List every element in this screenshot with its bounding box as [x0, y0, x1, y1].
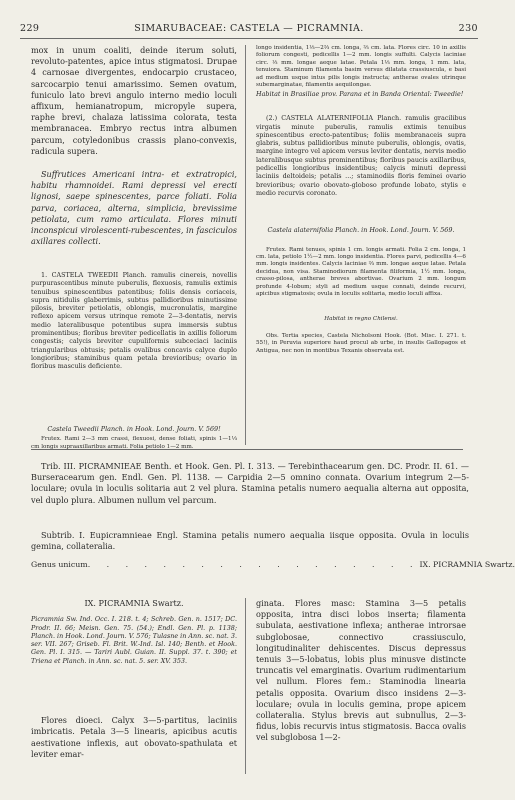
genus-right-column [256, 598, 466, 774]
citation-tweedii: Castela Tweedii Planch. in Hook. Lond. Journ. V. 569! [47, 425, 221, 433]
habitat-alaternifolia: Habitat in regno Chilensi. [324, 315, 398, 322]
genus-heading: IX. PICRAMNIA Swartz. [84, 598, 184, 608]
tribe-picramnieae: Trib. III. PICRAMNIEAE Benth. et Hook. Gen. Pl. I. 313. — Terebinthacearum gen. DC. Prodr. II. 61. — Burseracearum gen. Endl. Gen. Pl. 1138. — Carpidia 2—5 omnino connata. Ovarium integrum 2—5-loculare; ovula in loculis solitaria aut 2 vel plura. Stamina petalis numero aequalia alterna aut opposita, vel duplo plura. Albumen nullum vel parcum. [31, 461, 469, 505]
tribe-section [31, 461, 469, 519]
page-number-right: 230 [458, 23, 478, 34]
subtribe-section [31, 530, 515, 570]
notes-alaternifolia: Frutex. Rami tenues, spinis 1 cm. longis armati. Folia 2 cm. longa, 1 cm. lata, petiolo 1½—2 mm. longo insidentia. Flores parvi, pedicellis 4—6 mm. longis insidentes. Calycis laciniae ⅔ mm. longae aeque latae. Petala decidua, non visa. Staminodiorum filamenta filiformia, 1½ mm. longa, crasso-pilosa, antherae breves abortivae. Ovarium 2 mm. longum profunde 4-lobum; styli ad medium usque connati, deinde recurvi, apicibus stigmatosis; ovula in loculis solitaria, medio loculi affixa. [256, 246, 466, 298]
genus-label: Genus unicum [31, 560, 88, 570]
page-number-left: 229 [20, 23, 40, 34]
notes-tweedii: Frutex. Rami 2—3 mm crassi, flexuosi, dense foliati, spinis 1—1⅓ cm longis supraaxillaribus armati. Folia petiolo 1—2 mm. [31, 436, 237, 450]
genus-key-row [31, 560, 515, 570]
genus-description-continued: ginata. Flores masc: Stamina 3—5 petalis opposita, intra disci lobos inserta; filamenta subulata, aestivatione inflexa; antherae introrsae subglobosae, connectivo crassiusculo, longitudinaliter dehiscentes. Discus depressus tenuis 3—5-lobatus, lobis plus minusve distincte truncatis vel emarginatis. Ovarium rudimentarium vel nullum. Flores fem.: Staminodia linearia petalis opposita. Ovarium disco insidens 2—3-loculare; ovula in loculis gemina, prope apicem collateralia. Stylus brevis aut subnullus, 2—3-fidus, lobis recurvis intus stigmatosis. Bacca ovalis vel subglobosa 1—2- [256, 598, 466, 743]
left-column [31, 45, 237, 451]
page-header [20, 23, 478, 37]
genus-synonyms: Picramnia Sw. Ind. Occ. I. 218. t. 4; Schreb. Gen. n. 1517; DC. Prodr. II. 66; Meisn. Gen. 75. (54.); Endl. Gen. Pl. p. 1138; Planch. in Hook. Lond. Journ. V. 576; Tulasne in Ann. sc. nat. 3. ser. VII. 267; Griseb. Fl. Brit. W.-Ind. Isl. 140; Benth. et Hook. Gen. Pl. I. 315. — Tariri Aubl. Guian. II. Suppl. 37. t. 390; et Triena et Planch. in Ann. sc. nat. 5. ser. XV. 353. [31, 615, 237, 665]
right-column [256, 45, 466, 355]
running-title: SIMARUBACEAE: CASTELA — PICRAMNIA. [134, 23, 364, 34]
section-rule [31, 449, 463, 450]
genus-description-start: Flores dioeci. Calyx 3—5-partitus, laciniis imbricatis. Petala 3—5 linearis, apicibus acutis aestivatione inflexis, aut obovato-spathulata et leviter emar- [31, 715, 237, 759]
species-castela-alaternifolia: (2.) CASTELA ALATERNIFOLIA Planch. ramulis gracilibus virgatis minute puberulis, ramulis extimis tenuibus spinescentibus erecto-patentibus; foliis membranaceis supra glabris, subtus pallidioribus minute puberulis, oblongis, ovatis, margine integro vel apicem versus leviter dentatis, nervis medio lateralibusque subtus prominentibus; floribus paucis axillaribus, pedicellis longioribus insidentibus; calycis minuti depressi laciniis deltoideis; petalis ...; staminodiis floris feminei ovario brevioribus; ovario obovato-globoso profunde lobato, stylis e medio recurvis coronato. [256, 114, 466, 197]
observation-note: Obs. Tertia species, Castela Nicholsoni Hook. (Bot. Misc. I. 271. t. 55!), in Peruvia superiore haud procul ab urbe, in insulis Gallopagos et Antigua, nec non in montibus Texanis observata est. [256, 333, 466, 354]
habit-paragraph: Suffrutices Americani intra- et extratropici, habitu rhamnoidei. Rami depressi vel erecti lignosi, saepe spinescentes, parce foliati. Folia parva, coriacea, alterna, simplicia, brevissime petiolata, cum ramo articulata. Flores minuti inconspicui virolescenti-rubescentes, in fasciculos axillares collecti. [31, 169, 237, 247]
header-rule [20, 38, 478, 39]
description-paragraph: mox in unum coaliti, deinde iterum soluti, revoluto-patentes, apice intus stigmatosi. Drupae 4 carnosae divergentes, endocarpio crustaceo, sarcocarpio tenui amarissimo. Semen ovatum, funiculo lato brevi angulo interno medio loculi affixum, hemianatropum, micropyle supera, raphe brevi, chalaza latissima colorata, testa membranacea. Embryo rectus intra albumen parcum, cotyledonibus crassis plano-convexis, radicula supera. [31, 45, 237, 156]
leader-dots: . . . . . . . . . . . . . . . . . . [87, 560, 420, 570]
genus-column-divider [245, 598, 246, 774]
column-divider [245, 45, 246, 445]
habitat-tweedii: Habitat in Brasiliae prov. Parana et in Banda Oriental: Tweedie! [256, 90, 464, 98]
subtribe-eupicramnieae: Subtrib. I. Eupicramnieae Engl. Stamina petalis numero aequalia iisque opposita. Ovula in loculis gemina, collateralia. [31, 530, 469, 552]
citation-alaternifolia: Castela alaternifolia Planch. in Hook. Lond. Journ. V. 569. [267, 226, 455, 235]
genus-left-column [31, 598, 237, 760]
genus-name: IX. PICRAMNIA Swartz. [419, 560, 515, 570]
species-castela-tweedii: 1. CASTELA TWEEDII Planch. ramulis cinereis, novellis purpurascentibus minute puberulis, flexuosis, ramulis extimis tenuibus spinescentibus patentibus; foliis densis coriaceis, supra nitidulis glaberrimis, subtus pallidioribus minutissime pilosis, breviter petiolatis, oblongis, mucronulatis, margine reflexo apicem versus utrinque remote 2—3-dentatis, nervis medio lateralibusque potentibus supra immersis subtus prominentibus; floribus breviter pedicellatis in axillis foliorum congestis; calycis breviter cupuliformis subceciaci laciniis triangularibus obtusis; petalis ovalibus concavis calyce duplo longioribus; staminibus quam petala brevioribus; ovario in floribus masculis deficiente. [31, 271, 237, 371]
notes-tweedii-continued: longo insidentia, 1⅓—2⅔ cm. longa, ⅔ cm. lata. Flores circ. 10 in axillis foliorum congesti, pedicellis 1—2 mm. longis suffulti. Calycis laciniae circ. ⅓ mm. longae aeque latae. Petala 1⅓ mm. longa, 1 mm. lata, tenuiora. Staminum filamenta basim versus dilatata crassiuscula, e basi ad medium usque intus pilis longis instructa; antherae ovales utrinque subemarginatae, filamentis aequilongae. [256, 45, 466, 89]
